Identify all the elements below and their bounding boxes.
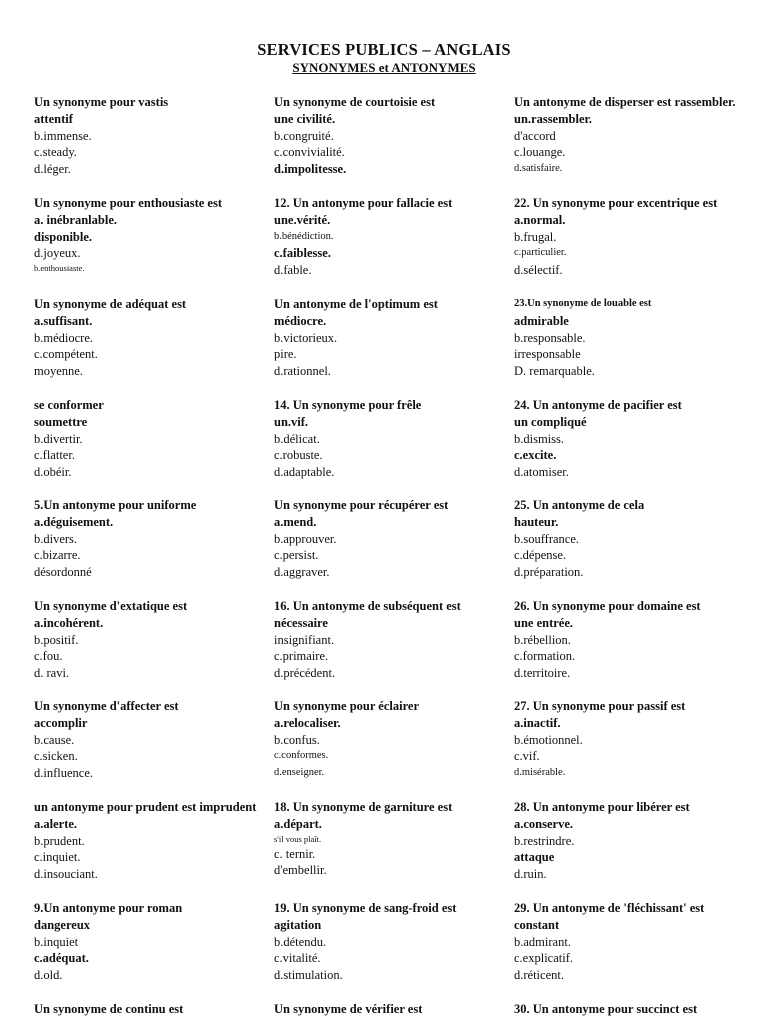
option-item: b.restrindre. [514, 833, 575, 848]
question-block [34, 698, 272, 782]
question-answer: accomplir [34, 715, 88, 730]
question-answer: constant [514, 917, 560, 932]
option-item: d.old. [34, 968, 63, 983]
question-prompt: 16. Un antonyme de subséquent est [274, 599, 461, 613]
option-item: b.cause. [34, 732, 75, 747]
question-block [34, 195, 272, 275]
option-item: d.joyeux. [34, 246, 81, 261]
question-answer: a.incohérent. [34, 615, 104, 630]
option-item: c.steady. [34, 145, 77, 160]
question-block [274, 900, 512, 984]
question-block [274, 296, 512, 380]
question-answer: admirable [514, 313, 569, 328]
question-block [34, 900, 272, 984]
question-answer: a.normal. [514, 212, 566, 227]
question-block [274, 94, 512, 178]
question-answer: attentif [34, 111, 73, 126]
question-prompt: 27. Un synonyme pour passif est [514, 699, 686, 713]
option-item: d.adaptable. [274, 465, 335, 480]
question-answer: une entrée. [514, 615, 574, 630]
question-answer: a.conserve. [514, 816, 574, 831]
question-prompt: 14. Un synonyme pour frêle [274, 398, 422, 412]
option-item: b.congruité. [274, 128, 334, 143]
question-prompt: Un synonyme pour éclairer [274, 699, 420, 713]
option-item: c.sicken. [34, 749, 78, 764]
question-block [274, 195, 512, 279]
option-item: b.victorieux. [274, 330, 338, 345]
question-block [34, 94, 272, 178]
option-item: b.dismiss. [514, 431, 565, 446]
question-prompt: Un synonyme de adéquat est [34, 297, 187, 311]
option-item: c.faiblesse. [274, 246, 331, 261]
option-item: c.bizarre. [34, 548, 81, 563]
option-item: d.impolitesse. [274, 162, 347, 177]
option-item: b.responsable. [514, 330, 586, 345]
option-item: b.émotionnel. [514, 732, 583, 747]
option-item: c.vif. [514, 749, 540, 764]
option-item: d.réticent. [514, 968, 564, 983]
option-item: b.prudent. [34, 833, 85, 848]
option-item: c.robuste. [274, 448, 323, 463]
question-prompt: 23.Un synonyme de louable est [514, 298, 652, 309]
question-block [514, 94, 752, 178]
question-block [274, 1001, 512, 1018]
option-item: d.atomiser. [514, 465, 569, 480]
option-item: c. ternir. [274, 846, 316, 861]
question-prompt: Un synonyme de courtoisie est [274, 95, 436, 109]
question-block [34, 497, 272, 581]
question-prompt: Un synonyme de vérifier est [274, 1002, 423, 1016]
option-item: s'il vous plaît. [274, 833, 322, 844]
question-prompt: 29. Un antonyme de 'fléchissant' est [514, 901, 705, 915]
question-prompt: 18. Un synonyme de garniture est [274, 800, 453, 814]
question-prompt: Un synonyme de continu est [34, 1002, 184, 1016]
option-item: b.inquiet [34, 934, 79, 949]
option-item: b.immense. [34, 128, 92, 143]
option-item: pire. [274, 347, 297, 362]
question-block [34, 799, 272, 883]
option-item: b.confus. [274, 732, 320, 747]
option-item: c.vitalité. [274, 951, 321, 966]
option-item: d.ruin. [514, 867, 547, 882]
question-block [514, 1001, 752, 1018]
question-block [274, 497, 512, 581]
option-item: d.stimulation. [274, 968, 343, 983]
page-subtitle: SYNONYMES et ANTONYMES [292, 60, 476, 75]
question-block [274, 799, 512, 879]
question-prompt: Un synonyme pour récupérer est [274, 498, 449, 512]
question-answer: agitation [274, 917, 322, 932]
option-item: d. ravi. [34, 666, 70, 681]
question-answer: a. inébranlable. [34, 212, 117, 227]
option-item: d.sélectif. [514, 263, 563, 278]
page-title: SERVICES PUBLICS – ANGLAIS [257, 40, 511, 59]
option-item: c.compétent. [34, 347, 98, 362]
option-item: c.conformes. [274, 750, 329, 762]
question-prompt: 9.Un antonyme pour roman [34, 901, 183, 915]
option-item: désordonné [34, 565, 92, 580]
question-block [514, 799, 752, 883]
question-prompt: Un synonyme pour vastis [34, 95, 169, 109]
option-item: d.influence. [34, 766, 94, 781]
option-item: d.rationnel. [274, 364, 331, 379]
question-prompt: Un synonyme d'extatique est [34, 599, 188, 613]
question-prompt: Un synonyme pour enthousiaste est [34, 196, 222, 210]
option-item: b.détendu. [274, 934, 327, 949]
question-answer: dangereux [34, 917, 91, 932]
question-block [34, 296, 272, 380]
question-block [514, 397, 752, 481]
question-prompt: 26. Un synonyme pour domaine est [514, 599, 701, 613]
option-item: c.convivialité. [274, 145, 345, 160]
question-answer: hauteur. [514, 514, 559, 529]
option-item: irresponsable [514, 347, 581, 362]
option-item: b.délicat. [274, 431, 320, 446]
question-prompt: un antonyme pour prudent est imprudent [34, 800, 257, 814]
question-prompt: 30. Un antonyme pour succinct est [514, 1002, 698, 1016]
question-answer: médiocre. [274, 313, 327, 328]
option-item: c.formation. [514, 649, 576, 664]
question-block [514, 598, 752, 682]
question-prompt: 19. Un synonyme de sang-froid est [274, 901, 457, 915]
option-item: attaque [514, 850, 555, 865]
option-item: c.flatter. [34, 448, 75, 463]
question-block [274, 397, 512, 481]
question-block [514, 497, 752, 581]
question-prompt: Un antonyme de l'optimum est [274, 297, 438, 311]
question-answer: soumettre [34, 414, 88, 429]
option-item: D. remarquable. [514, 364, 595, 379]
question-answer: une civilité. [274, 111, 336, 126]
question-answer: disponible. [34, 229, 93, 244]
question-prompt: se conformer [34, 398, 104, 412]
question-prompt: 22. Un synonyme pour excentrique est [514, 196, 718, 210]
question-prompt: Un antonyme de disperser est rassembler. [514, 95, 736, 109]
option-item: moyenne. [34, 364, 83, 379]
option-item: c.explicatif. [514, 951, 573, 966]
option-item: d.léger. [34, 162, 71, 177]
option-item: c.particulier. [514, 247, 567, 259]
option-item: d.fable. [274, 263, 312, 278]
option-item: d.enseigner. [274, 767, 325, 779]
option-item: d.insouciant. [34, 867, 98, 882]
question-block [34, 1001, 272, 1018]
question-block [34, 598, 272, 682]
option-item: b.positif. [34, 632, 79, 647]
question-answer: une.vérité. [274, 212, 331, 227]
option-item: c.persist. [274, 548, 319, 563]
option-item: d.misérable. [514, 767, 566, 779]
option-item: b.divertir. [34, 431, 83, 446]
question-answer: a.mend. [274, 514, 317, 529]
question-answer: nécessaire [274, 615, 328, 630]
option-item: b.bénédiction. [274, 230, 334, 242]
question-block [514, 698, 752, 782]
option-item: b.rébellion. [514, 632, 571, 647]
question-prompt: 12. Un antonyme pour fallacie est [274, 196, 453, 210]
option-item: c.inquiet. [34, 850, 81, 865]
question-prompt: Un synonyme d'affecter est [34, 699, 179, 713]
option-item: b.admirant. [514, 934, 571, 949]
question-answer: un.vif. [274, 414, 309, 429]
question-answer: a.suffisant. [34, 313, 93, 328]
option-item: c.dépense. [514, 548, 567, 563]
question-prompt: 24. Un antonyme de pacifier est [514, 398, 682, 412]
question-block [34, 397, 272, 481]
option-item: b.médiocre. [34, 330, 94, 345]
option-item: b.frugal. [514, 229, 557, 244]
question-answer: un.rassembler. [514, 111, 593, 126]
question-answer: a.déguisement. [34, 514, 114, 529]
option-item: b.divers. [34, 531, 78, 546]
option-item: insignifiant. [274, 632, 335, 647]
question-answer: a.alerte. [34, 816, 78, 831]
option-item: d'embellir. [274, 863, 327, 878]
option-item: d.aggraver. [274, 565, 330, 580]
option-item: d.satisfaire. [514, 163, 563, 175]
option-item: c.fou. [34, 649, 63, 664]
option-item: b.approuver. [274, 531, 337, 546]
question-answer: a.inactif. [514, 715, 561, 730]
question-block [274, 698, 512, 782]
option-item: c.adéquat. [34, 951, 89, 966]
question-block [514, 900, 752, 984]
question-answer: un compliqué [514, 414, 587, 429]
question-prompt: 28. Un antonyme pour libérer est [514, 800, 690, 814]
question-block [274, 598, 512, 682]
question-block [514, 296, 752, 380]
option-item: d'accord [514, 128, 556, 143]
option-item: d.territoire. [514, 666, 571, 681]
option-item: d.obéir. [34, 465, 72, 480]
option-item: d.précédent. [274, 666, 336, 681]
question-prompt: 5.Un antonyme pour uniforme [34, 498, 197, 512]
option-item: c.louange. [514, 145, 566, 160]
option-item: d.préparation. [514, 565, 584, 580]
question-block [514, 195, 752, 279]
question-answer: a.départ. [274, 816, 322, 831]
option-item: b.enthousiaste. [34, 263, 85, 274]
question-prompt: 25. Un antonyme de cela [514, 498, 645, 512]
question-answer: a.relocaliser. [274, 715, 341, 730]
option-item: c.excite. [514, 448, 557, 463]
option-item: c.primaire. [274, 649, 329, 664]
option-item: b.souffrance. [514, 531, 580, 546]
